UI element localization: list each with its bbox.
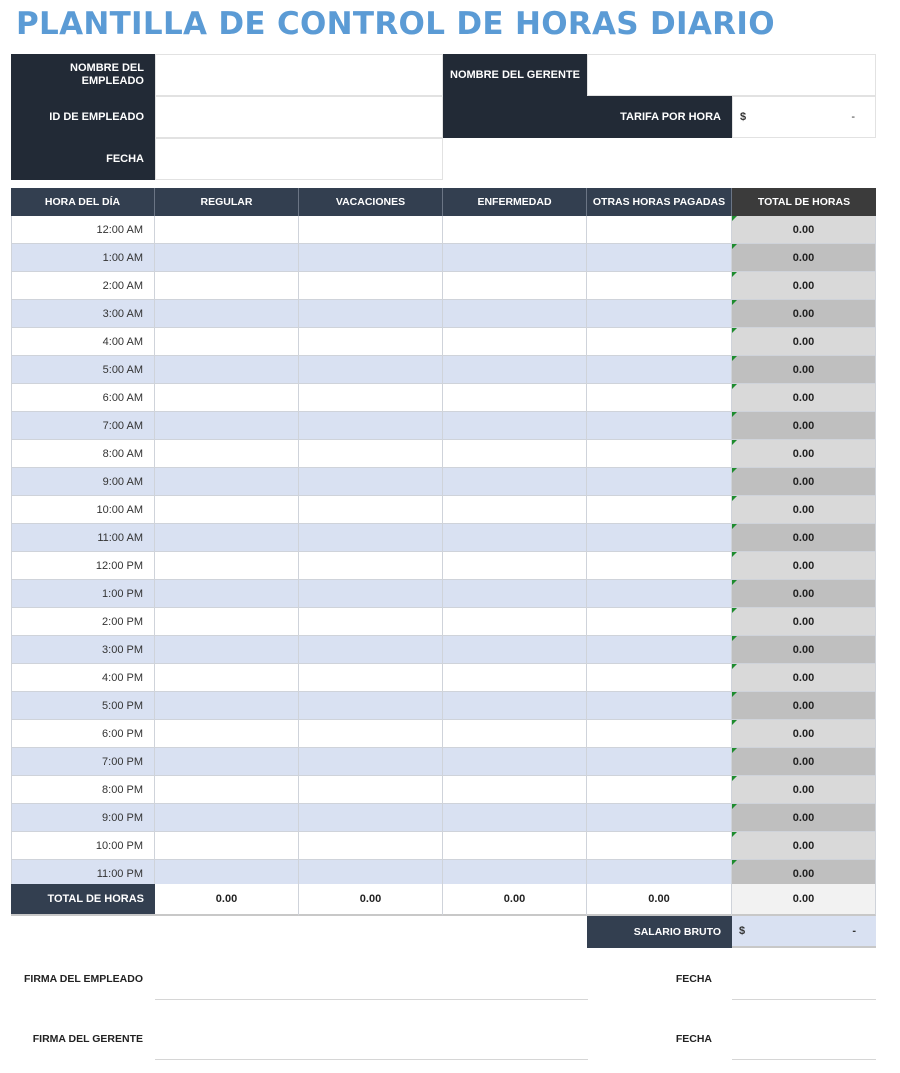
other-paid-hours-input[interactable] bbox=[587, 608, 732, 636]
header-total-hours: TOTAL DE HORAS bbox=[732, 188, 876, 216]
total-regular: 0.00 bbox=[155, 884, 299, 916]
employee-signature-date-line[interactable] bbox=[732, 999, 876, 1000]
row-total-hours bbox=[732, 552, 876, 580]
vacation-hours-input[interactable] bbox=[299, 384, 443, 412]
sick-hours-input[interactable] bbox=[443, 748, 587, 776]
row-total-value: 0.00 bbox=[792, 531, 815, 544]
time-cell: 10:00 AM bbox=[11, 496, 155, 524]
table-row bbox=[11, 608, 876, 636]
regular-hours-input[interactable] bbox=[155, 216, 299, 244]
table-row bbox=[11, 496, 876, 524]
row-total-hours bbox=[732, 720, 876, 748]
row-total-value: 0.00 bbox=[792, 251, 815, 264]
formula-indicator-icon bbox=[732, 608, 737, 613]
manager-signature-line[interactable] bbox=[155, 1059, 588, 1060]
sick-hours-input[interactable] bbox=[443, 496, 587, 524]
vacation-hours-input[interactable] bbox=[299, 552, 443, 580]
header-sick: ENFERMEDAD bbox=[443, 188, 587, 216]
vacation-hours-input[interactable] bbox=[299, 272, 443, 300]
total-sick: 0.00 bbox=[443, 884, 587, 916]
formula-indicator-icon bbox=[732, 552, 737, 557]
other-paid-hours-input[interactable] bbox=[587, 552, 732, 580]
employee-signature-line[interactable] bbox=[155, 999, 588, 1000]
regular-hours-input[interactable] bbox=[155, 272, 299, 300]
row-total-hours bbox=[732, 636, 876, 664]
table-row bbox=[11, 272, 876, 300]
time-cell: 5:00 AM bbox=[11, 356, 155, 384]
vacation-hours-input[interactable] bbox=[299, 748, 443, 776]
regular-hours-input[interactable] bbox=[155, 608, 299, 636]
header-time-of-day: HORA DEL DÍA bbox=[11, 188, 155, 216]
formula-indicator-icon bbox=[732, 328, 737, 333]
totals-row bbox=[11, 884, 876, 916]
sick-hours-input[interactable] bbox=[443, 832, 587, 860]
row-total-hours bbox=[732, 216, 876, 244]
other-paid-hours-input[interactable] bbox=[587, 524, 732, 552]
sick-hours-input[interactable] bbox=[443, 580, 587, 608]
sick-hours-input[interactable] bbox=[443, 524, 587, 552]
row-total-value: 0.00 bbox=[792, 755, 815, 768]
regular-hours-input[interactable] bbox=[155, 440, 299, 468]
gross-pay-value bbox=[732, 916, 876, 948]
regular-hours-input[interactable] bbox=[155, 244, 299, 272]
row-total-value: 0.00 bbox=[792, 587, 815, 600]
table-row bbox=[11, 384, 876, 412]
other-paid-hours-input[interactable] bbox=[587, 580, 732, 608]
regular-hours-input[interactable] bbox=[155, 580, 299, 608]
table-row bbox=[11, 552, 876, 580]
other-paid-hours-input[interactable] bbox=[587, 216, 732, 244]
gross-pay-label: SALARIO BRUTO bbox=[587, 916, 732, 948]
sick-hours-input[interactable] bbox=[443, 692, 587, 720]
employee-name-label: NOMBRE DEL EMPLEADO bbox=[11, 54, 155, 96]
row-total-hours bbox=[732, 496, 876, 524]
row-total-value: 0.00 bbox=[792, 615, 815, 628]
employee-signature-label: FIRMA DEL EMPLEADO bbox=[23, 973, 143, 985]
row-total-value: 0.00 bbox=[792, 307, 815, 320]
formula-indicator-icon bbox=[732, 804, 737, 809]
regular-hours-input[interactable] bbox=[155, 720, 299, 748]
sick-hours-input[interactable] bbox=[443, 720, 587, 748]
table-row bbox=[11, 804, 876, 832]
other-paid-hours-input[interactable] bbox=[587, 384, 732, 412]
formula-indicator-icon bbox=[732, 384, 737, 389]
sick-hours-input[interactable] bbox=[443, 608, 587, 636]
vacation-hours-input[interactable] bbox=[299, 636, 443, 664]
sick-hours-input[interactable] bbox=[443, 244, 587, 272]
formula-indicator-icon bbox=[732, 720, 737, 725]
hourly-rate-label: TARIFA POR HORA bbox=[443, 96, 732, 138]
hourly-rate-value: - bbox=[851, 111, 855, 123]
row-total-value: 0.00 bbox=[792, 447, 815, 460]
table-row bbox=[11, 244, 876, 272]
regular-hours-input[interactable] bbox=[155, 356, 299, 384]
vacation-hours-input[interactable] bbox=[299, 720, 443, 748]
row-total-hours bbox=[732, 384, 876, 412]
manager-signature-date-label: FECHA bbox=[675, 1033, 712, 1045]
vacation-hours-input[interactable] bbox=[299, 524, 443, 552]
hourly-rate-field[interactable] bbox=[732, 96, 876, 138]
time-cell: 7:00 PM bbox=[11, 748, 155, 776]
time-cell: 2:00 AM bbox=[11, 272, 155, 300]
totals-label: TOTAL DE HORAS bbox=[11, 884, 155, 916]
formula-indicator-icon bbox=[732, 216, 737, 221]
formula-indicator-icon bbox=[732, 748, 737, 753]
time-cell: 3:00 AM bbox=[11, 300, 155, 328]
vacation-hours-input[interactable] bbox=[299, 580, 443, 608]
row-total-hours bbox=[732, 692, 876, 720]
other-paid-hours-input[interactable] bbox=[587, 328, 732, 356]
vacation-hours-input[interactable] bbox=[299, 832, 443, 860]
other-paid-hours-input[interactable] bbox=[587, 636, 732, 664]
row-total-value: 0.00 bbox=[792, 363, 815, 376]
other-paid-hours-input[interactable] bbox=[587, 664, 732, 692]
regular-hours-input[interactable] bbox=[155, 748, 299, 776]
time-cell: 9:00 PM bbox=[11, 804, 155, 832]
sick-hours-input[interactable] bbox=[443, 776, 587, 804]
other-paid-hours-input[interactable] bbox=[587, 804, 732, 832]
row-total-hours bbox=[732, 524, 876, 552]
row-total-value: 0.00 bbox=[792, 727, 815, 740]
header-regular: REGULAR bbox=[155, 188, 299, 216]
time-cell: 6:00 AM bbox=[11, 384, 155, 412]
time-cell: 11:00 PM bbox=[11, 860, 155, 888]
manager-signature-date-line[interactable] bbox=[732, 1059, 876, 1060]
formula-indicator-icon bbox=[732, 776, 737, 781]
time-cell: 9:00 AM bbox=[11, 468, 155, 496]
regular-hours-input[interactable] bbox=[155, 776, 299, 804]
vacation-hours-input[interactable] bbox=[299, 244, 443, 272]
regular-hours-input[interactable] bbox=[155, 524, 299, 552]
vacation-hours-input[interactable] bbox=[299, 804, 443, 832]
row-total-value: 0.00 bbox=[792, 503, 815, 516]
sick-hours-input[interactable] bbox=[443, 440, 587, 468]
other-paid-hours-input[interactable] bbox=[587, 692, 732, 720]
date-field[interactable] bbox=[155, 138, 443, 180]
table-row bbox=[11, 216, 876, 244]
vacation-hours-input[interactable] bbox=[299, 300, 443, 328]
vacation-hours-input[interactable] bbox=[299, 664, 443, 692]
formula-indicator-icon bbox=[732, 300, 737, 305]
time-cell: 1:00 AM bbox=[11, 244, 155, 272]
row-total-value: 0.00 bbox=[792, 643, 815, 656]
vacation-hours-input[interactable] bbox=[299, 468, 443, 496]
row-total-value: 0.00 bbox=[792, 223, 815, 236]
row-total-hours bbox=[732, 468, 876, 496]
table-row bbox=[11, 356, 876, 384]
manager-name-label: NOMBRE DEL GERENTE bbox=[443, 54, 587, 96]
time-cell: 12:00 AM bbox=[11, 216, 155, 244]
time-cell: 12:00 PM bbox=[11, 552, 155, 580]
row-total-value: 0.00 bbox=[792, 699, 815, 712]
row-total-hours bbox=[732, 412, 876, 440]
row-total-hours bbox=[732, 664, 876, 692]
sick-hours-input[interactable] bbox=[443, 552, 587, 580]
table-row bbox=[11, 776, 876, 804]
formula-indicator-icon bbox=[732, 692, 737, 697]
regular-hours-input[interactable] bbox=[155, 328, 299, 356]
vacation-hours-input[interactable] bbox=[299, 216, 443, 244]
manager-name-field[interactable] bbox=[587, 54, 876, 96]
time-cell: 11:00 AM bbox=[11, 524, 155, 552]
vacation-hours-input[interactable] bbox=[299, 412, 443, 440]
table-header-row bbox=[11, 188, 876, 216]
time-cell: 3:00 PM bbox=[11, 636, 155, 664]
row-total-value: 0.00 bbox=[792, 559, 815, 572]
formula-indicator-icon bbox=[732, 496, 737, 501]
row-total-value: 0.00 bbox=[792, 811, 815, 824]
sick-hours-input[interactable] bbox=[443, 804, 587, 832]
date-label: FECHA bbox=[11, 138, 155, 180]
time-cell: 5:00 PM bbox=[11, 692, 155, 720]
formula-indicator-icon bbox=[732, 636, 737, 641]
total-other: 0.00 bbox=[587, 884, 732, 916]
formula-indicator-icon bbox=[732, 412, 737, 417]
row-total-hours bbox=[732, 244, 876, 272]
regular-hours-input[interactable] bbox=[155, 468, 299, 496]
grand-total-hours: 0.00 bbox=[732, 884, 876, 916]
other-paid-hours-input[interactable] bbox=[587, 720, 732, 748]
other-paid-hours-input[interactable] bbox=[587, 356, 732, 384]
other-paid-hours-input[interactable] bbox=[587, 832, 732, 860]
sick-hours-input[interactable] bbox=[443, 636, 587, 664]
formula-indicator-icon bbox=[732, 468, 737, 473]
vacation-hours-input[interactable] bbox=[299, 776, 443, 804]
sick-hours-input[interactable] bbox=[443, 468, 587, 496]
header-vacation: VACACIONES bbox=[299, 188, 443, 216]
row-total-hours bbox=[732, 748, 876, 776]
row-total-hours bbox=[732, 300, 876, 328]
row-total-hours bbox=[732, 804, 876, 832]
header-other-paid-hours: OTRAS HORAS PAGADAS bbox=[587, 188, 732, 216]
currency-symbol: $ bbox=[739, 925, 746, 937]
row-total-value: 0.00 bbox=[792, 783, 815, 796]
table-row bbox=[11, 468, 876, 496]
time-cell: 8:00 AM bbox=[11, 440, 155, 468]
regular-hours-input[interactable] bbox=[155, 300, 299, 328]
time-cell: 1:00 PM bbox=[11, 580, 155, 608]
vacation-hours-input[interactable] bbox=[299, 440, 443, 468]
regular-hours-input[interactable] bbox=[155, 496, 299, 524]
formula-indicator-icon bbox=[732, 524, 737, 529]
row-total-value: 0.00 bbox=[792, 671, 815, 684]
row-total-hours bbox=[732, 272, 876, 300]
employee-id-label: ID DE EMPLEADO bbox=[11, 96, 155, 138]
other-paid-hours-input[interactable] bbox=[587, 440, 732, 468]
formula-indicator-icon bbox=[732, 356, 737, 361]
time-cell: 2:00 PM bbox=[11, 608, 155, 636]
page-title: PLANTILLA DE CONTROL DE HORAS DIARIO bbox=[16, 6, 775, 42]
regular-hours-input[interactable] bbox=[155, 664, 299, 692]
table-row bbox=[11, 832, 876, 860]
time-cell: 7:00 AM bbox=[11, 412, 155, 440]
formula-indicator-icon bbox=[732, 272, 737, 277]
sick-hours-input[interactable] bbox=[443, 300, 587, 328]
vacation-hours-input[interactable] bbox=[299, 328, 443, 356]
row-total-value: 0.00 bbox=[792, 839, 815, 852]
regular-hours-input[interactable] bbox=[155, 412, 299, 440]
formula-indicator-icon bbox=[732, 580, 737, 585]
regular-hours-input[interactable] bbox=[155, 692, 299, 720]
sick-hours-input[interactable] bbox=[443, 356, 587, 384]
regular-hours-input[interactable] bbox=[155, 804, 299, 832]
row-total-hours bbox=[732, 356, 876, 384]
table-row bbox=[11, 580, 876, 608]
formula-indicator-icon bbox=[732, 860, 737, 865]
sick-hours-input[interactable] bbox=[443, 328, 587, 356]
table-row bbox=[11, 720, 876, 748]
table-row bbox=[11, 440, 876, 468]
total-vacation: 0.00 bbox=[299, 884, 443, 916]
vacation-hours-input[interactable] bbox=[299, 496, 443, 524]
formula-indicator-icon bbox=[732, 664, 737, 669]
formula-indicator-icon bbox=[732, 440, 737, 445]
other-paid-hours-input[interactable] bbox=[587, 776, 732, 804]
other-paid-hours-input[interactable] bbox=[587, 412, 732, 440]
table-row bbox=[11, 300, 876, 328]
vacation-hours-input[interactable] bbox=[299, 356, 443, 384]
regular-hours-input[interactable] bbox=[155, 552, 299, 580]
other-paid-hours-input[interactable] bbox=[587, 300, 732, 328]
other-paid-hours-input[interactable] bbox=[587, 468, 732, 496]
manager-signature-label: FIRMA DEL GERENTE bbox=[32, 1033, 143, 1045]
sick-hours-input[interactable] bbox=[443, 664, 587, 692]
time-cell: 4:00 PM bbox=[11, 664, 155, 692]
table-row bbox=[11, 664, 876, 692]
row-total-hours bbox=[732, 832, 876, 860]
table-row bbox=[11, 412, 876, 440]
regular-hours-input[interactable] bbox=[155, 832, 299, 860]
row-total-value: 0.00 bbox=[792, 279, 815, 292]
table-row bbox=[11, 748, 876, 776]
vacation-hours-input[interactable] bbox=[299, 608, 443, 636]
other-paid-hours-input[interactable] bbox=[587, 272, 732, 300]
table-row bbox=[11, 692, 876, 720]
table-row bbox=[11, 636, 876, 664]
formula-indicator-icon bbox=[732, 244, 737, 249]
row-total-hours bbox=[732, 328, 876, 356]
sick-hours-input[interactable] bbox=[443, 272, 587, 300]
time-cell: 4:00 AM bbox=[11, 328, 155, 356]
vacation-hours-input[interactable] bbox=[299, 692, 443, 720]
row-total-hours bbox=[732, 608, 876, 636]
regular-hours-input[interactable] bbox=[155, 384, 299, 412]
row-total-value: 0.00 bbox=[792, 419, 815, 432]
row-total-hours bbox=[732, 440, 876, 468]
row-total-hours bbox=[732, 580, 876, 608]
row-total-value: 0.00 bbox=[792, 391, 815, 404]
table-row bbox=[11, 328, 876, 356]
time-cell: 6:00 PM bbox=[11, 720, 155, 748]
employee-signature-date-label: FECHA bbox=[675, 973, 712, 985]
employee-name-field[interactable] bbox=[155, 54, 443, 96]
row-total-hours bbox=[732, 776, 876, 804]
sick-hours-input[interactable] bbox=[443, 412, 587, 440]
regular-hours-input[interactable] bbox=[155, 636, 299, 664]
other-paid-hours-input[interactable] bbox=[587, 244, 732, 272]
other-paid-hours-input[interactable] bbox=[587, 748, 732, 776]
currency-symbol: $ bbox=[740, 111, 747, 123]
row-total-value: 0.00 bbox=[792, 867, 815, 880]
time-cell: 8:00 PM bbox=[11, 776, 155, 804]
sick-hours-input[interactable] bbox=[443, 216, 587, 244]
row-total-value: 0.00 bbox=[792, 335, 815, 348]
other-paid-hours-input[interactable] bbox=[587, 496, 732, 524]
formula-indicator-icon bbox=[732, 832, 737, 837]
employee-id-field[interactable] bbox=[155, 96, 443, 138]
gross-pay-amount: - bbox=[852, 925, 856, 937]
time-cell: 10:00 PM bbox=[11, 832, 155, 860]
sick-hours-input[interactable] bbox=[443, 384, 587, 412]
table-row bbox=[11, 524, 876, 552]
row-total-value: 0.00 bbox=[792, 475, 815, 488]
